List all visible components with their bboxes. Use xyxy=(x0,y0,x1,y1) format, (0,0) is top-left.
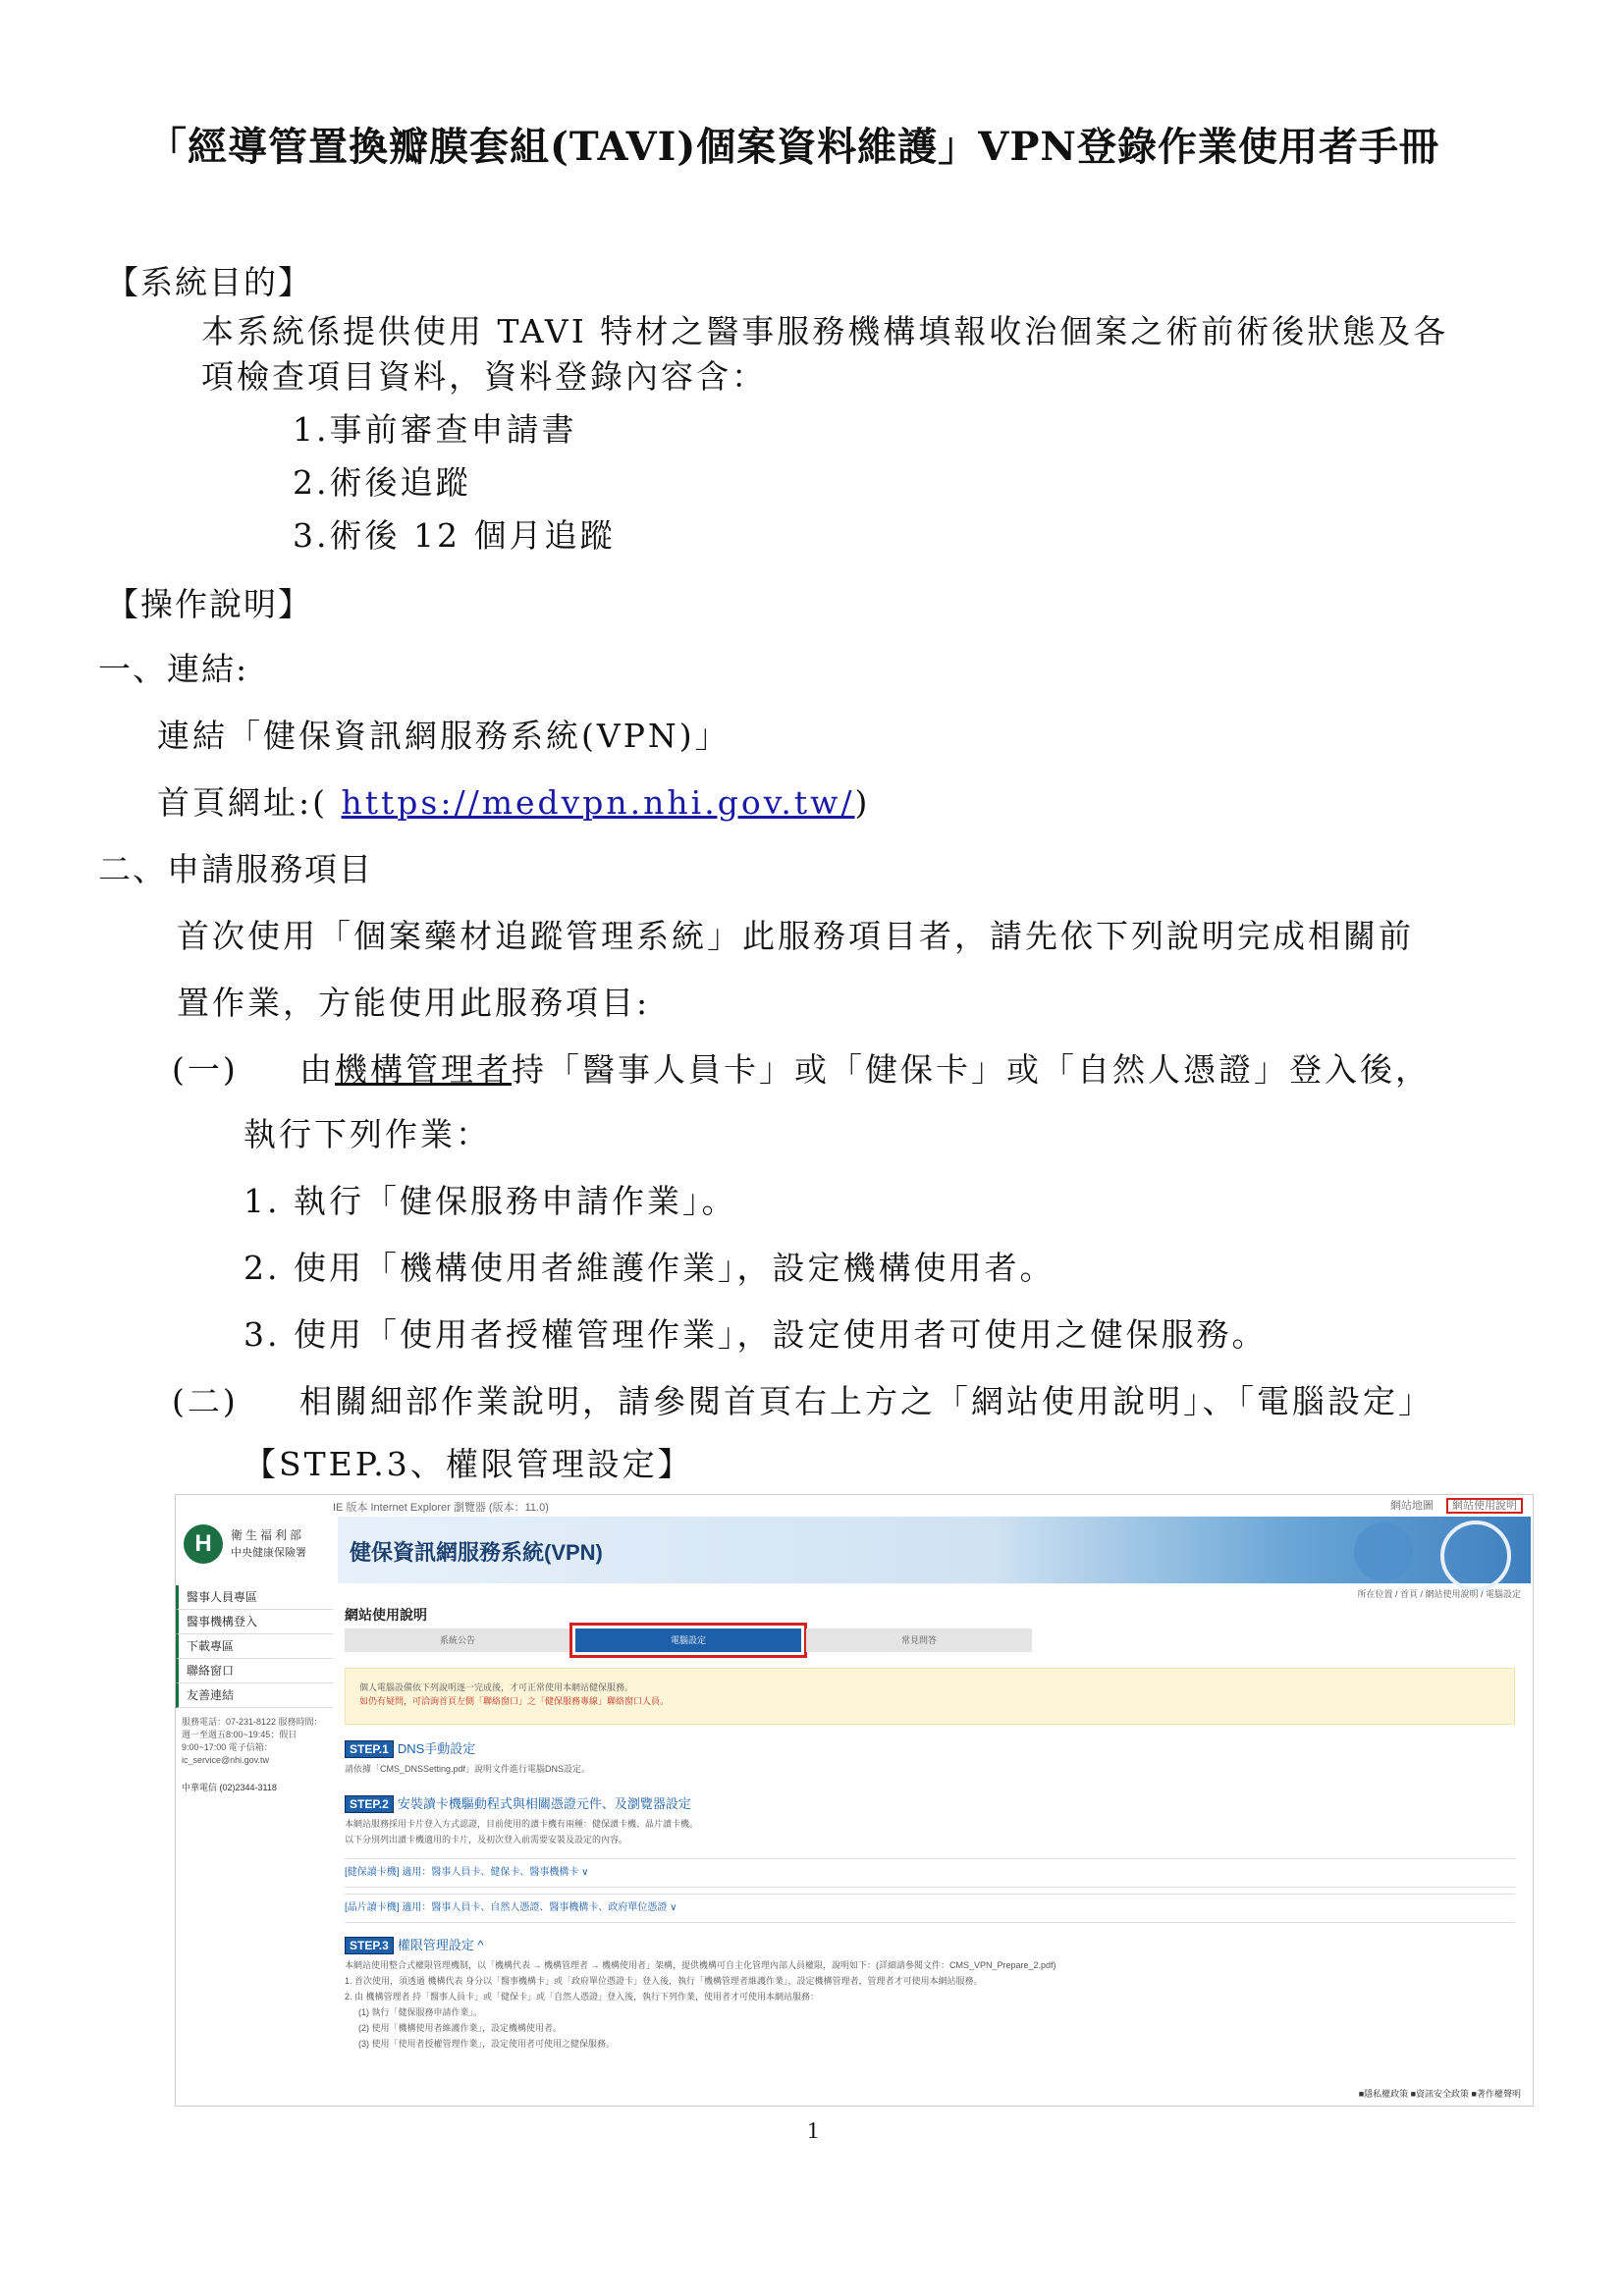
step3-text-1: 本網站使用整合式權限管理機制，以「機構代表 → 機構管理者 → 機構使用者」架構，提供機構可自主化管理內部人員權限，說明如下：(詳細請參閱文件：CMS_VPN_Prepare_2.pdf) xyxy=(345,1960,1056,1970)
telecom-phone: 中華電信 (02)2344-3118 xyxy=(182,1783,277,1792)
sub-item-2-text: 相關細部作業說明，請參閱首頁右上方之「網站使用說明」、「電腦設定」 xyxy=(299,1382,1434,1420)
health-card-reader-accordion[interactable]: [健保讀卡機] 適用：醫事人員卡、健保卡、醫事機構卡 ∨ xyxy=(345,1858,1515,1888)
document-title: 「經導管置換瓣膜套組(TAVI)個案資料維護」VPN登錄作業使用者手冊 xyxy=(147,124,1439,170)
step3-title[interactable]: 權限管理設定 ^ xyxy=(397,1938,484,1952)
purpose-line-1: 本系統係提供使用 TAVI 特材之醫事服務機構填報收治個案之術前術後狀態及各 xyxy=(201,312,1449,350)
step3-sub-1: (1) 執行「健保服務申請作業」。 xyxy=(358,2007,483,2017)
sub-item-1-post: 持「醫事人員卡」或「健保卡」或「自然人憑證」登入後， xyxy=(512,1050,1431,1089)
side-item-institution-login[interactable]: 醫事機構登入 xyxy=(176,1610,333,1634)
ie-version-note: IE 版本 Internet Explorer 瀏覽器 (版本：11.0) xyxy=(333,1502,549,1514)
purpose-item-2: 2.術後追蹤 xyxy=(293,463,471,502)
step2-text-1: 本網站服務採用卡片登入方式認證，目前使用的讀卡機有兩種：健保讀卡機、晶片讀卡機。 xyxy=(345,1819,699,1829)
sub-item-1-pre: 由 xyxy=(299,1050,335,1089)
url-suffix: ) xyxy=(854,783,871,822)
sub-item-1-number: (一) xyxy=(172,1050,239,1089)
browser-top-bar xyxy=(176,1495,1533,1515)
section-2-para-2: 置作業，方能使用此服務項目: xyxy=(177,984,651,1022)
sub-item-2-continuation: 【STEP.3、權限管理設定】 xyxy=(244,1445,693,1483)
nhi-logo-icon: H xyxy=(184,1524,223,1564)
step2-text-2: 以下分別列出讀卡機適用的卡片，及初次登入前需要安裝及設定的內容。 xyxy=(345,1835,628,1844)
section-2-heading: 二、申請服務項目 xyxy=(98,850,373,888)
institution-manager-term: 機構管理者 xyxy=(335,1050,512,1089)
homepage-url-link[interactable]: https://medvpn.nhi.gov.tw/ xyxy=(341,783,855,822)
step-2: 2. 使用「機構使用者維護作業」，設定機構使用者。 xyxy=(244,1249,1056,1287)
breadcrumb: 所在位置 / 首頁 / 網站使用說明 / 電腦設定 xyxy=(1357,1589,1521,1599)
sitemap-link[interactable]: 網站地圖 xyxy=(1389,1500,1434,1512)
step3-sub-2: (2) 使用「機構使用者維護作業」，設定機構使用者。 xyxy=(358,2023,563,2033)
main-content xyxy=(345,1605,1523,2049)
side-item-downloads[interactable]: 下載專區 xyxy=(176,1634,333,1659)
nhi-logo xyxy=(184,1517,341,1575)
step1-badge: STEP.1 xyxy=(345,1740,394,1758)
step3-text-3: 2. 由 機構管理者 持「醫事人員卡」或「健保卡」或「自然人憑證」登入後，執行下列作業，使用者才可使用本網站服務： xyxy=(345,1992,820,2002)
tab-announcements[interactable]: 系統公告 xyxy=(345,1629,570,1652)
service-info: 服務電話：07-231-8122 服務時間：週一至週五8:00~19:45；假日9:00~17:00 電子信箱：ic_service@nhi.gov.tw xyxy=(182,1717,323,1765)
logo-agency: 中央健康保險署 xyxy=(231,1547,306,1559)
url-prefix: 首頁網址:( xyxy=(157,783,328,822)
homepage-url-line xyxy=(157,777,870,824)
notice-box xyxy=(345,1668,1515,1725)
site-help-link[interactable]: 網站使用說明 xyxy=(1446,1498,1523,1514)
section-1-heading: 一、連結: xyxy=(98,650,249,688)
step-3: 3. 使用「使用者授權管理作業」，設定使用者可使用之健保服務。 xyxy=(244,1315,1268,1354)
side-menu xyxy=(176,1585,333,1799)
banner-title: 健保資訊網服務系統(VPN) xyxy=(350,1540,603,1565)
sub-item-1-continuation: 執行下列作業： xyxy=(244,1115,491,1153)
site-footer-links[interactable]: ■隱私權政策 ■資訊安全政策 ■著作權聲明 xyxy=(1358,2089,1521,2099)
step3-heading xyxy=(345,1935,484,1954)
sub-item-1-text xyxy=(299,1044,1431,1091)
operation-heading: 【操作說明】 xyxy=(106,585,312,623)
step2-badge: STEP.2 xyxy=(345,1795,394,1813)
side-item-links[interactable]: 友善連結 xyxy=(176,1683,333,1708)
purpose-line-2: 項檢查項目資料，資料登錄內容含： xyxy=(201,357,767,396)
step1-text: 請依據「CMS_DNSSetting.pdf」說明文件進行電腦DNS設定。 xyxy=(345,1764,591,1774)
notice-line-2: 如仍有疑問，可洽詢首頁左側「聯絡窗口」之「健保服務專線」聯絡窗口人員。 xyxy=(359,1696,670,1706)
step3-text-2: 1. 首次使用，須透過 機構代表 身分以「醫事機構卡」或「政府單位憑證卡」登入後，執行「機構管理者維護作業」，設定機構管理者，管理者才可使用本網站服務。 xyxy=(345,1976,983,1986)
vpn-screenshot-figure xyxy=(175,1494,1534,2107)
step3-sub-3: (3) 使用「使用者授權管理作業」，設定使用者可使用之健保服務。 xyxy=(358,2039,616,2049)
purpose-heading: 【系統目的】 xyxy=(106,263,312,301)
top-links xyxy=(1390,1497,1523,1513)
side-item-contact[interactable]: 聯絡窗口 xyxy=(176,1659,333,1683)
stethoscope-icon xyxy=(1440,1521,1511,1591)
step2-heading xyxy=(345,1793,691,1813)
logo-ministry: 衛生福利部 xyxy=(231,1528,305,1542)
chip-card-reader-accordion[interactable]: [晶片讀卡機] 適用：醫事人員卡、自然人憑證、醫事機構卡、政府單位憑證 ∨ xyxy=(345,1894,1515,1923)
page-number: 1 xyxy=(807,2118,819,2144)
step3-badge: STEP.3 xyxy=(345,1937,394,1954)
sub-item-2-number: (二) xyxy=(172,1382,239,1420)
step1-title: DNS手動設定 xyxy=(397,1741,476,1756)
section-2-para-1: 首次使用「個案藥材追蹤管理系統」此服務項目者，請先依下列說明完成相關前 xyxy=(177,917,1414,955)
notice-line-1: 個人電腦設備依下列說明逐一完成後，才可正常使用本網站健保服務。 xyxy=(359,1682,634,1692)
vpn-link-text: 連結「健保資訊網服務系統(VPN)」 xyxy=(157,717,731,755)
step-1: 1. 執行「健保服務申請作業」。 xyxy=(244,1182,737,1220)
banner-decor-circle-icon xyxy=(1354,1522,1413,1581)
step1-heading xyxy=(345,1738,475,1758)
tab-faq[interactable]: 常見問答 xyxy=(806,1629,1032,1652)
site-banner xyxy=(338,1517,1531,1583)
section-title: 網站使用說明 xyxy=(345,1607,427,1623)
purpose-item-1: 1.事前審查申請書 xyxy=(293,410,577,449)
tab-computer-settings[interactable]: 電腦設定 xyxy=(575,1629,801,1652)
purpose-item-3: 3.術後 12 個月追蹤 xyxy=(293,516,616,555)
step2-title: 安裝讀卡機驅動程式與相關憑證元件、及瀏覽器設定 xyxy=(397,1796,691,1811)
tab-bar xyxy=(345,1629,1032,1654)
side-item-medical-staff[interactable]: 醫事人員專區 xyxy=(176,1585,333,1610)
